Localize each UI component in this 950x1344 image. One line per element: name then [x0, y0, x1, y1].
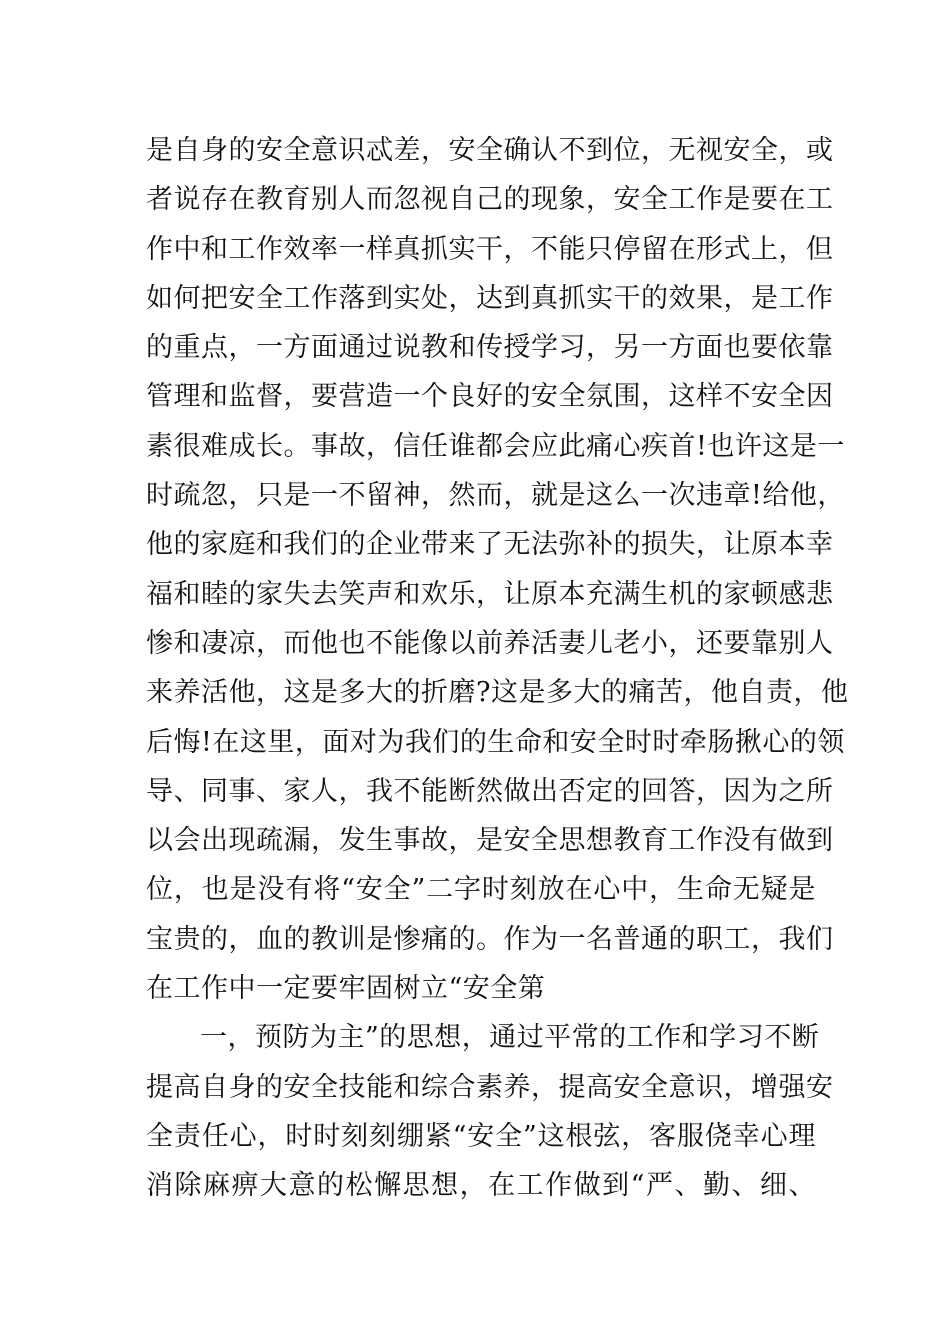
text-line: 以会出现疏漏，发生事故，是安全思想教育工作没有做到: [146, 825, 834, 857]
text-line: 后悔!在这里，面对为我们的生命和安全时时牵肠揪心的领: [146, 726, 845, 758]
text-line: 来养活他，这是多大的折磨?这是多大的痛苦，他自责，他: [146, 677, 849, 709]
text-line: 管理和监督，要营造一个良好的安全氛围，这样不安全因: [146, 381, 834, 413]
text-line: 作中和工作效率一样真抓实干，不能只停留在形式上，但: [146, 233, 834, 265]
text-line: 宝贵的，血的教训是惨痛的。作为一名普通的职工，我们: [146, 923, 834, 955]
text-line: 他的家庭和我们的企业带来了无法弥补的损失，让原本幸: [146, 529, 834, 561]
text-line: 惨和凄凉，而他也不能像以前养活妻儿老小，还要靠别人: [146, 627, 834, 659]
text-line: 福和睦的家失去笑声和欢乐，让原本充满生机的家顿感悲: [146, 578, 834, 610]
text-line: 一，预防为主”的思想，通过平常的工作和学习不断: [200, 1022, 820, 1054]
text-line: 是自身的安全意识忒差，安全确认不到位，无视安全，或: [146, 135, 834, 166]
text-line: 如何把安全工作落到实处，达到真抓实干的效果，是工作: [146, 282, 834, 314]
text-line: 消除麻痹大意的松懈思想，在工作做到“严、勤、细、: [146, 1170, 816, 1202]
text-line: 的重点，一方面通过说教和传授学习，另一方面也要依靠: [146, 332, 834, 364]
paragraph-2: [146, 1013, 834, 1210]
text-line: 全责任心，时时刻刻绷紧“安全”这根弦，客服侥幸心理: [146, 1120, 816, 1152]
body-text: [146, 126, 849, 1211]
text-line: 时疏忽，只是一不留神，然而，就是这么一次违章!给他，: [146, 480, 845, 512]
text-line: 提高自身的安全技能和综合素养，提高安全意识，增强安: [146, 1071, 834, 1103]
text-line: 者说存在教育别人而忽视自己的现象，安全工作是要在工: [146, 184, 834, 216]
text-line: 导、同事、家人，我不能断然做出否定的回答，因为之所: [146, 775, 834, 807]
paragraph-1: [146, 126, 849, 1013]
text-line: 位，也是没有将“安全”二字时刻放在心中，生命无疑是: [146, 874, 816, 906]
text-line: 在工作中一定要牢固树立“安全第: [146, 973, 546, 1005]
text-line: 素很难成长。事故，信任谁都会应此痛心疾首!也许这是一: [146, 430, 845, 462]
